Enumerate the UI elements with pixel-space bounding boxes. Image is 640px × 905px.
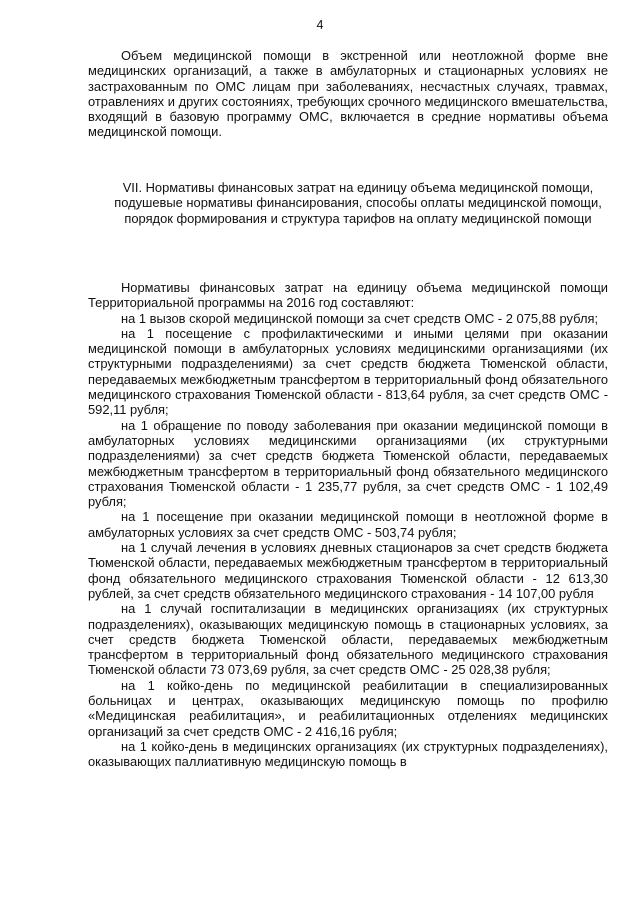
norms-paragraph: на 1 случай лечения в условиях дневных стационаров за счет средств бюджета Тюменской области, передаваемых межбюджетным трансфертом в территориальный фонд обязательного медицинского страхования Тюменской области - 12 613,30 рублей, за счет средств обязательного медицинского страхования - 14 107,00 рубля (88, 540, 608, 601)
norms-paragraph: на 1 койко-день в медицинских организациях (их структурных подразделениях), оказывающих паллиативную медицинскую помощь в (88, 738, 608, 770)
norms-paragraph: на 1 случай госпитализации в медицинских организациях (их структурных подразделениях), оказывающих медицинскую помощь в стационарных условиях, за счет средств бюджета Тюменской области, передаваемых межбюджетным трансфертом в территориальный фонд обязательного медицинского страхования Тюменской области 73 073,69 рубля, за счет средств ОМС - 25 028,38 рубля; (88, 601, 608, 678)
norms-paragraph: на 1 посещение при оказании медицинской помощи в неотложной форме в амбулаторных условиях за счет средств ОМС - 503,74 рубля; (88, 509, 608, 540)
norms-paragraph: на 1 посещение с профилактическими и иными целями при оказании медицинской помощи в амбулаторных условиях медицинскими организациями (их структурными подразделениями) за счет средств бюджета Тюменской области, передаваемых межбюджетным трансфертом в территориальный фонд обязательного медицинского страхования Тюменской области - 813,64 рубля, за счет средств ОМС - 592,11 рубля; (88, 325, 608, 418)
page-number: 4 (316, 18, 324, 32)
norms-paragraph: на 1 обращение по поводу заболевания при оказании медицинской помощи в амбулаторных условиях медицинскими организациями (их структурными подразделениями) за счет средств бюджета Тюменской области, передаваемых межбюджетным трансфертом в территориальный фонд обязательного медицинского страхования Тюменской области - 1 235,77 рубля, за счет средств ОМС - 1 102,49 рубля; (88, 417, 608, 510)
intro-section (88, 48, 608, 140)
norms-paragraph: на 1 вызов скорой медицинской помощи за счет средств ОМС - 2 075,88 рубля; (121, 310, 599, 326)
norms-paragraph: Нормативы финансовых затрат на единицу объема медицинской помощи Территориальной программы на 2016 год составляют: (88, 280, 608, 311)
intro-paragraph: Объем медицинской помощи в экстренной или неотложной форме вне медицинских организаций, а также в амбулаторных и стационарных условиях не застрахованным по ОМС лицам при заболеваниях, несчастных случаях, травмах, отравлениях и других состояниях, требующих срочного медицинского вмешательства, входящий в базовую программу ОМС, включается в средние нормативы объема медицинской помощи. (88, 48, 608, 140)
norms-paragraph: на 1 койко-день по медицинской реабилитации в специализированных больницах и центрах, оказывающих медицинскую помощь по профилю «Медицинская реабилитация», и реабилитационных отделениях медицинских организаций за счет средств ОМС - 2 416,16 рубля; (88, 677, 608, 739)
norms-section (88, 280, 608, 770)
section-heading: VII. Нормативы финансовых затрат на единицу объема медицинской помощи, подушевые нормативы финансирования, способы оплаты медицинской помощи, порядок формирования и структура тарифов на оплату медицинской помощи (114, 180, 602, 226)
